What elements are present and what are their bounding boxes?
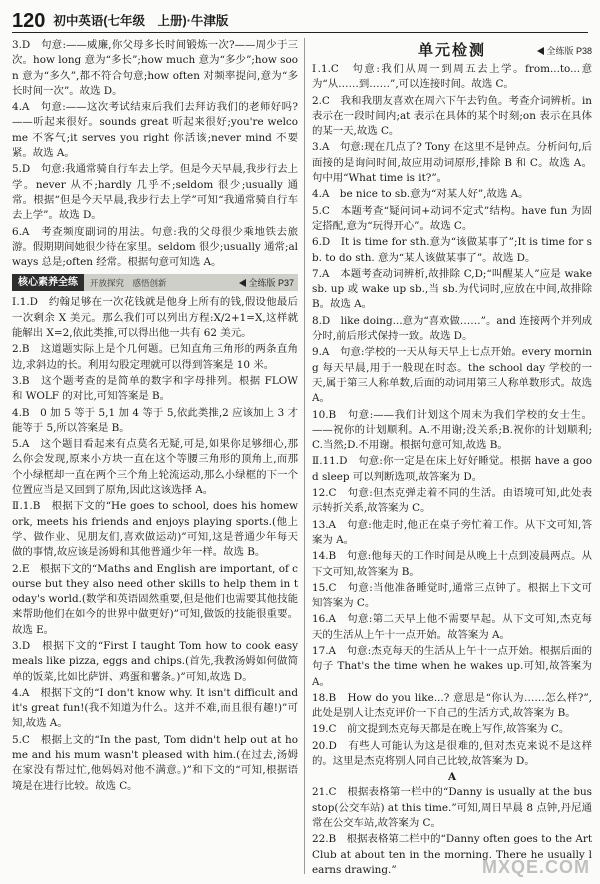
answer-item: 5.C 根据上文的“In the past, Tom didn't help out at home and his mum wasn't pleased with him.(在过去,汤姆在家没有帮过忙,他妈妈对他不满意。)”和下文的“可知,根据语境是在进行比较。故选 C。: [12, 733, 298, 792]
answer-item: 20.D 有些人可能认为这是很难的,但对杰克来说不是这样的。这里是杰克将别人同自己比较,故答案为 D。: [312, 739, 592, 768]
answer-item: 3.D 根据下文的“First I taught Tom how to cook easy meals like pizza, eggs and chips.(首先,我教汤姆如何做简单的饭菜,比如比萨饼、鸡蛋和薯条。)”可知,故选 D。: [12, 639, 298, 683]
answer-item: 6.A 考查频度副词的用法。句意:我的父母很少乘地铁去旅游。假期期间她很少待在家里。seldom 很少;usually 通常;always 总是;often 经常。根据句意可知选 A。: [12, 225, 298, 269]
answer-item: 19.C 前文提到杰克每天都是在晚上写作,故答案为 C。: [312, 723, 570, 736]
answer-item: 5.A 这个题目看起来有点莫名无疑,可是,如果你足够细心,那么你会发现,原来小方块一直在这个等腰三角形的顶角上,而那个小绿框却一直在两个三个角上轮流运动,那么小绿框的下一个位置应当是又回到了原角,因此这该选择 A。: [12, 438, 298, 497]
unit-ref-text: 全练版 P38: [546, 46, 592, 56]
answer-item: 4.A be nice to sb.意为“对某人好”,故选 A。: [312, 188, 529, 201]
answer-item: Ⅰ.1.D 约翰足够在一次花钱就是他身上所有的钱,假设他最后一次剩余 X 美元。那么我们可以列出方程:X/2+1=X,这样就能解出 X=2,依此类推,可以得出他一共有 62 美元。: [12, 296, 298, 340]
answer-item: 6.D It is time for sth.意为“该做某事了”;It is time for sb. to do sth. 意为“某人该做某事了”。故选 D。: [312, 236, 592, 264]
pointer-icon: [537, 47, 544, 55]
answer-item: 3.B 这个题考查的是简单的数字和字母排列。根据 FLOW 和 WOLF 的对比,可知答案是 B。: [12, 374, 298, 403]
section-banner: [12, 274, 298, 291]
answer-item: 13.A 句意:他走时,他正在桌子旁忙着工作。从下文可知,答案为 A。: [312, 518, 592, 546]
answer-item: 18.B How do you like...? 意思是“你认为……怎么样?”,此处是别人让杰克评价一下自己的生活方式,故答案为 B。: [312, 691, 592, 720]
answer-item: 3.D 句意:——威廉,你父母多长时间锻炼一次?——周少于三次。how long 意为“多长”;how much 意为“多少”;how soon 意为“多久”,都不符合句意;how often 对频率提问,意为“多长时间一次”。故选 D。: [12, 39, 298, 97]
banner-ref-text: 全练版 P37: [248, 278, 294, 289]
banner-tags: 开放探究 感悟创新: [90, 277, 167, 288]
answer-item: 5.D 句意:我通常骑自行车去上学。但是今天早晨,我步行去上学。never 从不;hardly 几乎不;seldom 很少;usually 通常。根据“但是今天早晨,我步行去上学”可知“我通常骑自行车去上学”。故选 D。: [12, 163, 298, 222]
unit-header: [312, 38, 592, 60]
column-divider: [304, 38, 305, 874]
answer-item: 22.B 根据表格第二栏中的“Danny often goes to the Art Club at about ten in the morning. There he usually learns drawing.”: [312, 833, 592, 876]
answer-item: 4.A 句意:——这次考试结束后我们去拜访我们的老师好吗?——听起来很好。sounds great 听起来很好;you're welcome 不客气;it serves you right 你活该;never mind 不要紧。故选 A。: [12, 101, 298, 160]
answer-item: 4.A 根据下文的“I don't know why. It isn't difficult and it's great fun!(我不知道为什么。这并不难,而且很有趣!)”可知,故选 A。: [12, 686, 298, 730]
banner-label: 核心素养全练: [12, 274, 84, 291]
answer-item: 15.C 句意:当他准备睡觉时,通常三点钟了。根据上下文可知答案为 C。: [312, 581, 592, 610]
unit-ref: [537, 44, 592, 57]
banner-ref: [239, 276, 298, 289]
answer-item: 7.A 本题考查动词辨析,故排除 C,D;“叫醒某人”应是 wake sb. up 或 wake up sb.,当 sb.为代词时,应放在中间,故排除 B。故选 A。: [312, 267, 592, 311]
answer-item: 12.C 句意:但杰克弹走着不同的生活。由语境可知,此处表示转折关系,故答案为 C。: [312, 487, 592, 515]
answer-item: 16.A 句意:第二天早上他不需要早起。从下文可知,杰克每天的生活从上午十一点开始。故答案为 A。: [312, 613, 592, 641]
left-top-answers: [12, 38, 298, 270]
answer-item: 9.A 句意:学校的一天从每天早上七点开始。every morning 每天早晨,用于一般现在时态。the school day 学校的一天,属于第三人称单数,后面的动词用第三人称单数形式。故选 A。: [312, 346, 592, 405]
answer-item: 10.B 句意:——我们计划这个周末为我们学校的女士生。——祝你的计划顺利。A.不用谢;没关系;B.祝你的计划顺利;C.当然;D.不用谢。根据句意可知,故选 B。: [312, 408, 592, 452]
left-bottom-answers: [12, 295, 298, 794]
passage-label: A: [447, 771, 457, 784]
answer-item: 5.C 本题考查“疑问词+动词不定式”结构。have fun 为固定搭配,意为“玩得开心”。故选 C。: [312, 204, 592, 232]
answer-item: 21.C 根据表格第一栏中的“Danny is usually at the bus stop(公交车站) at this time.”可知,周日早晨 8 点钟,丹尼通常在公交车站,故答案为 C。: [312, 786, 592, 829]
page-header: [12, 6, 588, 33]
pointer-icon: [239, 279, 246, 287]
answer-item: Ⅱ.1.B 根据下文的“He goes to school, does his homework, meets his friends and enjoys playing sports.(他上学、做作业、见朋友们,喜欢做运动)”可知,这是普通少年每天做的事情,故应该是汤姆和其他普通少年一样。故选 B。: [12, 500, 298, 559]
answer-item: 3.A 句意:现在几点了? Tony 在这里不是钟点。分析问句,后面接的是询问时间,故应用动词原形,排除 B 和 C。故选 A。句中用“What time is it?”。: [312, 141, 592, 185]
page-number: 120: [12, 10, 46, 32]
answer-item: 2.E 根据下文的“Maths and English are important, of course but they also need other skills to help them in today's world.(数学和英语固然重要,但是他们也需要其他技能来帮助他们在如今的世界中做更好)”可知,做饭的技能很重要。故选 E。: [12, 562, 298, 636]
answer-item: 2.C 我和我朋友喜欢在周六下午去钓鱼。考查介词辨析。in 表示在一段时间内;at 表示在具体的某个时刻;on 表示在具体的某一天,故选 C。: [312, 94, 592, 138]
book-title: 初中英语(七年级 上册)·牛津版: [53, 14, 229, 28]
answer-item: Ⅱ.11.D 句意:你一定是在床上好好睡觉。根据 have a good sleep 可以判断选项,故答案为 D。: [312, 455, 592, 483]
answer-item: 2.B 这道题实际上是个几何题。已知直角三角形的两条直角边,求斜边的长。利用勾股定理就可以得到答案是 10 米。: [12, 343, 298, 371]
right-answers: [312, 62, 592, 878]
answer-item: Ⅰ.1.C 句意:我们从周一到周五去上学。from...to...意为“从……到……”,可以连接时间。故选 C。: [312, 63, 592, 91]
watermark: MXQE.COM: [481, 857, 590, 877]
answer-item: 14.B 句意:他每天的工作时间是从晚上十点到凌晨两点。从下文可知,故答案为 B。: [312, 550, 592, 578]
unit-title: 单元检测: [417, 41, 486, 59]
left-column: [12, 38, 298, 878]
answer-item: 8.D like doing...意为“喜欢做……”。and 连接两个并列成分时,前后形式保持一致。故选 D。: [312, 314, 592, 343]
answer-item: 17.A 句意:杰克每天的生活从上午十一点开始。根据后面的句子 That's the time when he wakes up.可知,故答案为 A。: [312, 644, 592, 688]
answer-item: 4.B 0 加 5 等于 5,1 加 4 等于 5,依此类推,2 应该加上 3 才能等于 5,所以答案是 B。: [12, 406, 298, 434]
right-column: [312, 38, 592, 878]
